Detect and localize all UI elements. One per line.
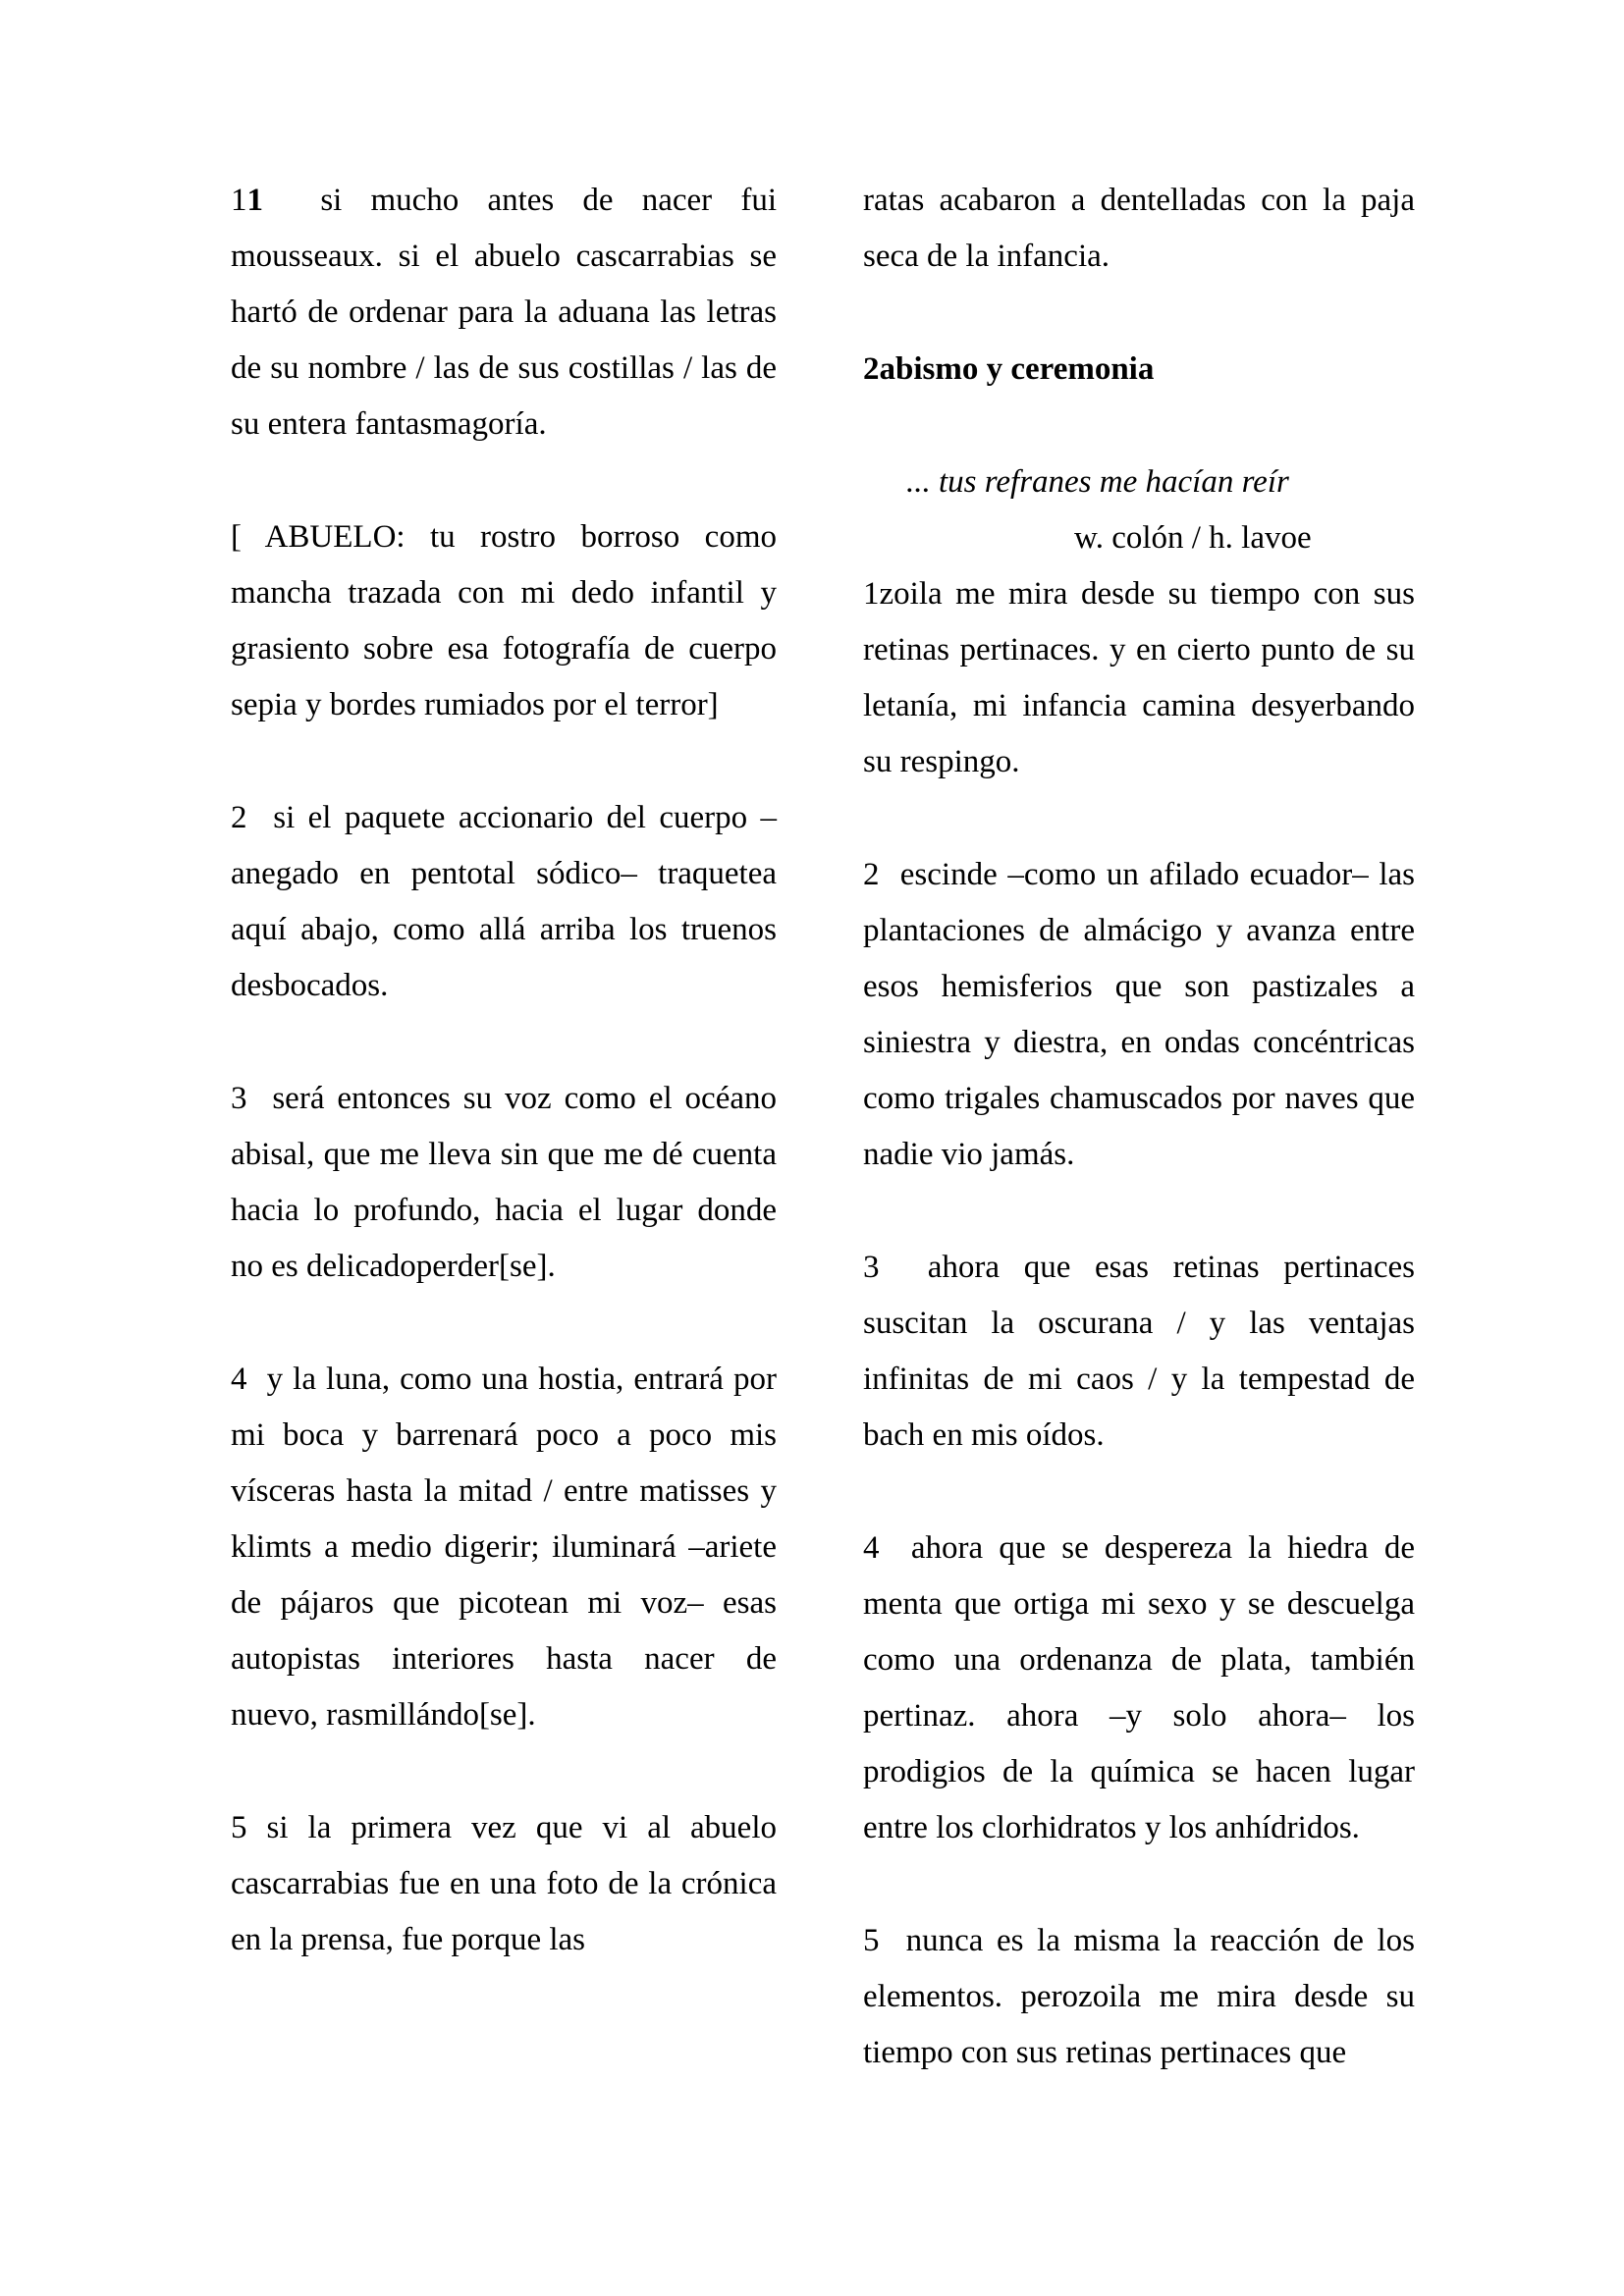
text-run: 2 si el paquete accionario del cuerpo – anegado en pentotal sódico– traquetea aquí abajo, como allá arriba los truenos desbocados.	[231, 800, 777, 1003]
stanza-paragraph	[231, 1800, 777, 1968]
bracket-note	[231, 509, 777, 733]
stanza-paragraph	[863, 566, 1415, 790]
text-run: 1	[246, 183, 263, 218]
text-run: 2 escinde –como un afilado ecuador– las plantaciones de almácigo y avanza entre esos hemisferios que son pastizales a siniestra y diestra, en ondas concéntricas como trigales chamuscados por naves que nadie vio jamás.	[863, 857, 1415, 1172]
stanza-paragraph	[863, 1240, 1415, 1464]
stanza-paragraph	[231, 790, 777, 1014]
text-run: 2abismo y ceremonia	[863, 351, 1155, 387]
left-column	[231, 173, 777, 2296]
stanza-paragraph	[231, 173, 777, 453]
text-run: 5 nunca es la misma la reacción de los elementos. perozoila me mira desde su tiempo con sus retinas pertinaces que	[863, 1923, 1415, 2070]
text-run: 5 si la primera vez que vi al abuelo cascarrabias fue en una foto de la crónica en la prensa, fue porque las	[231, 1810, 777, 1957]
text-run: 3 será entonces su voz como el océano abisal, que me lleva sin que me dé cuenta hacia lo profundo, hacia el lugar donde no es delicadoperder[se].	[231, 1081, 777, 1284]
stanza-paragraph	[863, 173, 1415, 285]
stanza-paragraph	[863, 847, 1415, 1183]
stanza-paragraph	[231, 1071, 777, 1295]
epigraph	[863, 454, 1415, 510]
stanza-paragraph	[863, 1913, 1415, 2081]
right-column	[863, 173, 1415, 2296]
text-run: 4 ahora que se despereza la hiedra de menta que ortiga mi sexo y se descuelga como una ordenanza de plata, también pertinaz. ahora –y solo ahora– los prodigios de la química se hacen lugar entre los clorhidratos y los anhídridos.	[863, 1530, 1415, 1845]
epigraph-attribution	[863, 510, 1415, 566]
text-run: 4 y la luna, como una hostia, entrará por mi boca y barrenará poco a poco mis vísceras hasta la mitad / entre matisses y klimts a medio digerir; iluminará –ariete de pájaros que picotean mi voz– esas autopistas interiores hasta nacer de nuevo, rasmillándo[se].	[231, 1362, 777, 1733]
text-run: [ ABUELO: tu rostro borroso como mancha trazada con mi dedo infantil y grasiento sobre esa fotografía de cuerpo sepia y bordes rumiados por el terror]	[231, 519, 777, 722]
text-run: w. colón / h. lavoe	[1074, 520, 1312, 556]
text-run: 1zoila me mira desde su tiempo con sus retinas pertinaces. y en cierto punto de su letanía, mi infancia camina desyerbando su respingo.	[863, 576, 1415, 779]
text-run: 1	[231, 183, 247, 218]
stanza-paragraph	[231, 1352, 777, 1743]
text-run: si mucho antes de nacer fui mousseaux. si el abuelo cascarrabias se hartó de ordenar para la aduana las letras de su nombre / las de sus costillas / las de su entera fantasmagoría.	[231, 183, 777, 442]
stanza-paragraph	[863, 1521, 1415, 1856]
section-heading	[863, 342, 1415, 398]
text-run: ... tus refranes me hacían reír	[906, 464, 1289, 500]
text-run: ratas acabaron a dentelladas con la paja seca de la infancia.	[863, 183, 1415, 274]
text-run: 3 ahora que esas retinas pertinaces suscitan la oscurana / y las ventajas infinitas de mi caos / y la tempestad de bach en mis oídos.	[863, 1250, 1415, 1453]
